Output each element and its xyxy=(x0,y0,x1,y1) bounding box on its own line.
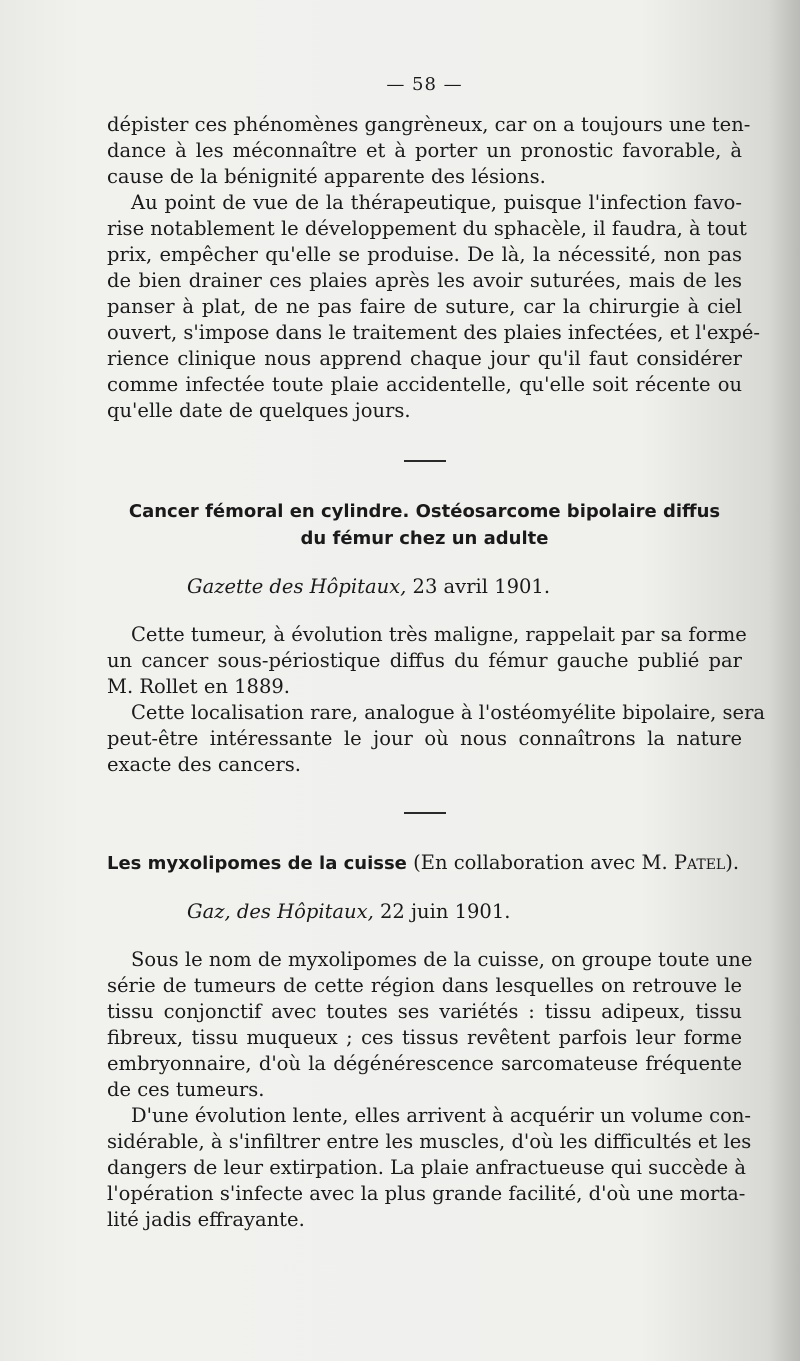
text-line: lité jadis effrayante. xyxy=(107,1208,305,1231)
paragraph-3 xyxy=(107,622,747,700)
text-line: Cette tumeur, à évolution très maligne, rappelait par sa forme xyxy=(131,623,747,646)
section-title-author: Patel xyxy=(673,851,726,874)
citation-date: 23 avril 1901. xyxy=(412,575,551,598)
paragraph-2 xyxy=(107,190,761,424)
text-line: cause de la bénignité apparente des lésions. xyxy=(107,165,546,188)
text-line: panser à plat, de ne pas faire de suture, car la chirurgie à ciel xyxy=(107,295,742,318)
section-title-rest: (En collaboration avec M. xyxy=(413,851,668,874)
section-title xyxy=(107,850,742,877)
text-line: de ces tumeurs. xyxy=(107,1078,265,1101)
page-content xyxy=(107,72,766,1233)
paragraph-1 xyxy=(107,112,751,190)
section-title xyxy=(107,498,742,552)
page-number: — 58 — xyxy=(386,74,463,95)
text-line: prix, empêcher qu'elle se produise. De là, la nécessité, non pas xyxy=(107,243,742,266)
text-line: exacte des cancers. xyxy=(107,753,301,776)
text-line: peut-être intéressante le jour où nous connaîtrons la nature xyxy=(107,727,742,750)
citation xyxy=(107,899,742,925)
text-line: embryonnaire, d'où la dégénérescence sarcomateuse fréquente xyxy=(107,1052,742,1075)
citation-date: 22 juin 1901. xyxy=(380,900,511,923)
text-line: fibreux, tissu muqueux ; ces tissus revêtent parfois leur forme xyxy=(107,1026,742,1049)
text-line: dance à les méconnaître et à porter un pronostic favorable, à xyxy=(107,139,742,162)
text-line: Sous le nom de myxolipomes de la cuisse, on groupe toute une xyxy=(131,948,753,971)
paragraph-5 xyxy=(107,947,753,1103)
text-line: qu'elle date de quelques jours. xyxy=(107,399,411,422)
text-line: D'une évolution lente, elles arrivent à acquérir un volume con- xyxy=(131,1104,751,1127)
text-line: comme infectée toute plaie accidentelle, qu'elle soit récente ou xyxy=(107,373,742,396)
text-line: rise notablement le développement du sphacèle, il faudra, à tout xyxy=(107,217,747,240)
text-line: série de tumeurs de cette région dans lesquelles on retrouve le xyxy=(107,974,742,997)
section-title-line: du fémur chez un adulte xyxy=(300,528,549,549)
text-line: dangers de leur extirpation. La plaie anfractueuse qui succède à xyxy=(107,1156,746,1179)
section-title-end: ). xyxy=(725,851,740,874)
text-line: Au point de vue de la thérapeutique, puisque l'infection favo- xyxy=(131,191,742,214)
citation xyxy=(107,574,742,600)
text-line: un cancer sous-périostique diffus du fémur gauche publié par xyxy=(107,649,742,672)
text-line: dépister ces phénomènes gangrèneux, car on a toujours une ten- xyxy=(107,113,751,136)
paragraph-6 xyxy=(107,1103,752,1233)
section-title-line: Cancer fémoral en cylindre. Ostéosarcome bipolaire diffus xyxy=(128,501,721,522)
text-line: rience clinique nous apprend chaque jour qu'il faut considérer xyxy=(107,347,742,370)
text-line: M. Rollet en 1889. xyxy=(107,675,290,698)
text-line: l'opération s'infecte avec la plus grande facilité, d'où une morta- xyxy=(107,1182,746,1205)
citation-journal: Gaz, des Hôpitaux, xyxy=(187,900,374,923)
paragraph-4 xyxy=(107,700,766,778)
section-title-bold: Les myxolipomes de la cuisse xyxy=(107,853,407,874)
text-line: tissu conjonctif avec toutes ses variétés : tissu adipeux, tissu xyxy=(107,1000,742,1023)
text-line: de bien drainer ces plaies après les avoir suturées, mais de les xyxy=(107,269,742,292)
text-line: sidérable, à s'infiltrer entre les muscles, d'où les difficultés et les xyxy=(107,1130,752,1153)
text-line: ouvert, s'impose dans le traitement des plaies infectées, et l'expé- xyxy=(107,321,761,344)
text-line: Cette localisation rare, analogue à l'ostéomyélite bipolaire, sera xyxy=(131,701,766,724)
citation-journal: Gazette des Hôpitaux, xyxy=(187,575,407,598)
